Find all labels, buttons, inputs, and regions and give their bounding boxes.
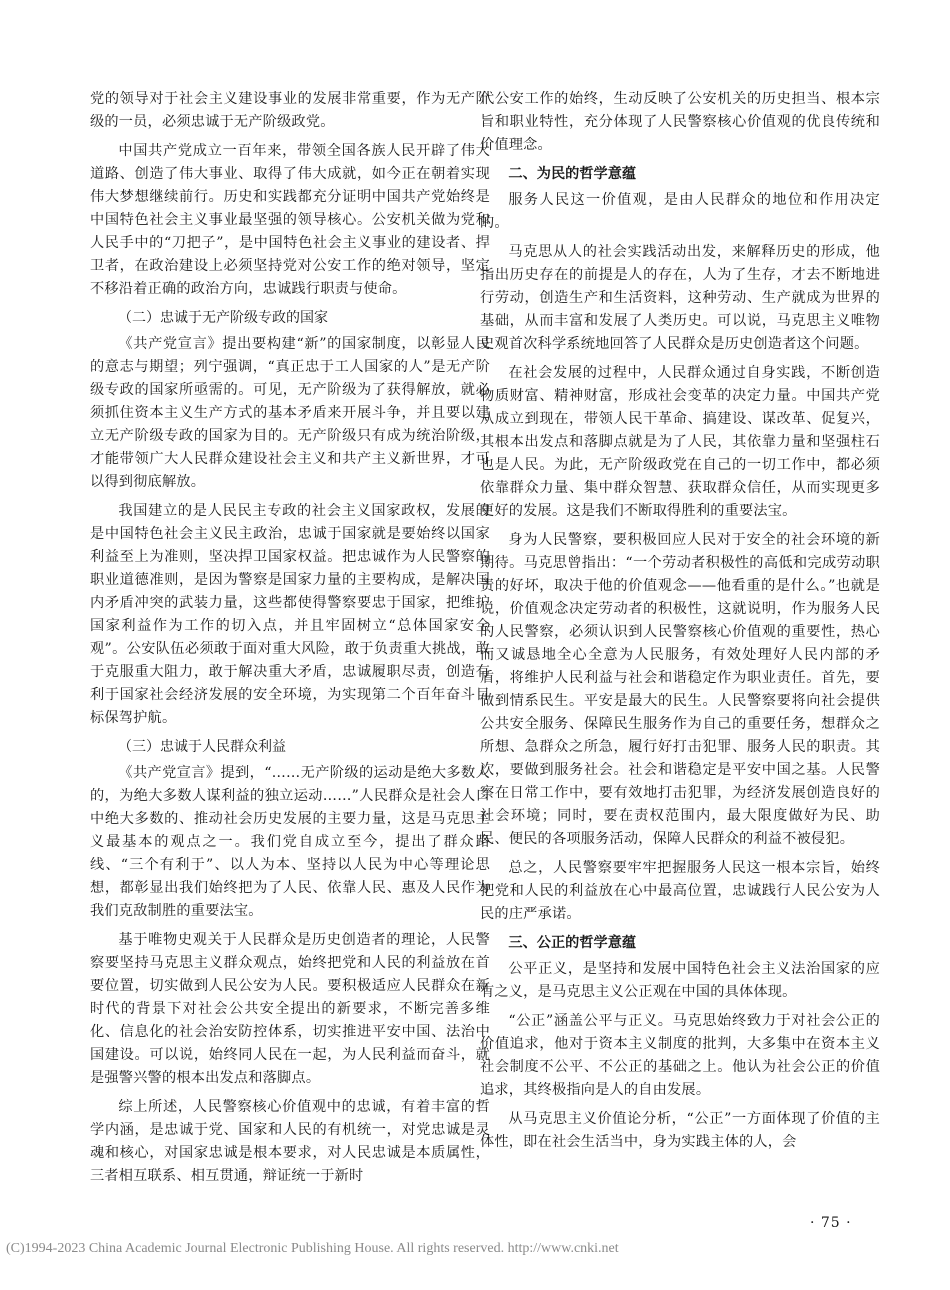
paragraph: 马克思从人的社会实践活动出发，来解释历史的形成，他指出历史存在的前提是人的存在，人为了生存，才去不断地进行劳动，创造生产和生活资料，这种劳动、生产就成为世界的基础，从而丰富和发展了人类历史。可以说，马克思主义唯物史观首次科学系统地回答了人民群众是历史创造者这个问题。: [480, 244, 880, 352]
page-number: · 75 ·: [810, 1215, 852, 1231]
section-heading: （二）忠诚于无产阶级专政的国家: [118, 310, 328, 326]
section-title: 三、公正的哲学意蕴: [508, 935, 637, 951]
section-title: 二、为民的哲学意蕴: [508, 166, 637, 182]
paragraph: “公正”涵盖公平与正义。马克思始终致力于对社会公正的价值追求，他对于资本主义制度的批判，大多集中在资本主义社会制度不公平、不公正的基础之上。他认为社会公正的价值追求，其终极指向是人的自由发展。: [480, 1013, 880, 1098]
left-column: [90, 88, 490, 1194]
paragraph: 服务人民这一价值观，是由人民群众的地位和作用决定的。: [480, 192, 880, 231]
paragraph: 在社会发展的过程中，人民群众通过自身实践，不断创造物质财富、精神财富，形成社会变革的决定力量。中国共产党从成立到现在，带领人民干革命、搞建设、谋改革、促复兴，其根本出发点和落脚点就是为了人民，其依靠力量和坚强柱石也是人民。为此，无产阶级政党在自己的一切工作中，都必须依靠群众力量、集中群众智慧、获取群众信任，从而实现更多更好的发展。这是我们不断取得胜利的重要法宝。: [480, 365, 880, 519]
right-column: [480, 88, 880, 1160]
paragraph: 总之，人民警察要牢牢把握服务人民这一根本宗旨，始终把党和人民的利益放在心中最高位置，忠诚践行人民公安为人民的庄严承诺。: [480, 860, 880, 922]
paragraph: 中国共产党成立一百年来，带领全国各族人民开辟了伟大道路、创造了伟大事业、取得了伟大成就，如今正在朝着实现伟大梦想继续前行。历史和实践都充分证明中国共产党始终是中国特色社会主义事业最坚强的领导核心。公安机关做为党和人民手中的“刀把子”，是中国特色社会主义事业的建设者、捍卫者，在政治建设上必须坚持党对公安工作的绝对领导，坚定不移沿着正确的政治方向，忠诚践行职责与使命。: [90, 143, 490, 297]
paragraph: 公平正义，是坚持和发展中国特色社会主义法治国家的应有之义，是马克思主义公正观在中国的具体体现。: [480, 961, 880, 1000]
section-heading: （三）忠诚于人民群众利益: [118, 739, 286, 755]
paragraph: 党的领导对于社会主义建设事业的发展非常重要，作为无产阶级的一员，必须忠诚于无产阶级政党。: [90, 91, 490, 130]
paragraph: 身为人民警察，要积极回应人民对于安全的社会环境的新期待。马克思曾指出：“一个劳动者积极性的高低和完成劳动职责的好坏，取决于他的价值观念——他看重的是什么。”也就是说，价值观念决定劳动者的积极性，这就说明，作为服务人民的人民警察，必须认识到人民警察核心价值观的重要性，热心而又诚恳地全心全意为人民服务，有效处理好人民内部的矛盾，将维护人民利益与社会和谐稳定作为职业责任。首先，要做到情系民生。平安是最大的民生。人民警察要将向社会提供公共安全服务、保障民生服务作为自己的重要任务，想群众之所想、急群众之所急，履行好打击犯罪、服务人民的职责。其次，要做到服务社会。社会和谐稳定是平安中国之基。人民警察在日常工作中，要有效地打击犯罪，为经济发展创造良好的社会环境；同时，要在责权范围内，最大限度做好为民、助民、便民的各项服务活动，保障人民群众的利益不被侵犯。: [480, 532, 880, 847]
paragraph: 《共产党宣言》提出要构建“新”的国家制度，以彰显人民的意志与期望；列宁强调，“真正忠于工人国家的人”是无产阶级专政的国家所亟需的。可见，无产阶级为了获得解放，就必须抓住资本主义生产方式的基本矛盾来开展斗争，并且要以建立无产阶级专政的国家为目的。无产阶级只有成为统治阶级，才能带领广大人民群众建设社会主义和共产主义新世界，才可以得到彻底解放。: [90, 336, 490, 490]
paragraph: 代公安工作的始终，生动反映了公安机关的历史担当、根本宗旨和职业特性，充分体现了人民警察核心价值观的优良传统和价值理念。: [480, 91, 880, 153]
copyright-footer: (C)1994-2023 China Academic Journal Electronic Publishing House. All rights reserved. http://www.cnki.net: [6, 1241, 619, 1256]
paragraph: 综上所述，人民警察核心价值观中的忠诚，有着丰富的哲学内涵，是忠诚于党、国家和人民的有机统一，对党忠诚是灵魂和核心，对国家忠诚是根本要求，对人民忠诚是本质属性，三者相互联系、相互贯通，辩证统一于新时: [90, 1099, 490, 1184]
paragraph: 基于唯物史观关于人民群众是历史创造者的理论，人民警察要坚持马克思主义群众观点，始终把党和人民的利益放在首要位置，切实做到人民公安为人民。要积极适应人民群众在新时代的背景下对社会公共安全提出的新要求，不断完善多维化、信息化的社会治安防控体系，切实推进平安中国、法治中国建设。可以说，始终同人民在一起，为人民利益而奋斗，就是强警兴警的根本出发点和落脚点。: [90, 932, 490, 1086]
paragraph: 《共产党宣言》提到，“……无产阶级的运动是绝大多数人的，为绝大多数人谋利益的独立运动……”人民群众是社会人口中绝大多数的、推动社会历史发展的主要力量，这是马克思主义最基本的观点之一。我们党自成立至今，提出了群众路线、“三个有利于”、以人为本、坚持以人民为中心等理论思想，都彰显出我们始终把为了人民、依靠人民、惠及人民作为我们克敌制胜的重要法宝。: [90, 765, 490, 919]
paragraph: 我国建立的是人民民主专政的社会主义国家政权，发展的是中国特色社会主义民主政治，忠诚于国家就是要始终以国家利益至上为准则，坚决捍卫国家权益。把忠诚作为人民警察的职业道德准则，是因为警察是国家力量的主要构成，是解决国内矛盾冲突的武装力量，这些都使得警察要忠于国家，把维护国家利益作为工作的切入点，并且牢固树立“总体国家安全观”。公安队伍必须敢于面对重大风险，敢于负责重大挑战，敢于克服重大阻力，敢于解决重大矛盾，忠诚履职尽责，创造有利于国家社会经济发展的安全环境，为实现第二个百年奋斗目标保驾护航。: [90, 503, 490, 726]
paragraph: 从马克思主义价值论分析，“公正”一方面体现了价值的主体性，即在社会生活当中，身为实践主体的人，会: [480, 1111, 880, 1150]
